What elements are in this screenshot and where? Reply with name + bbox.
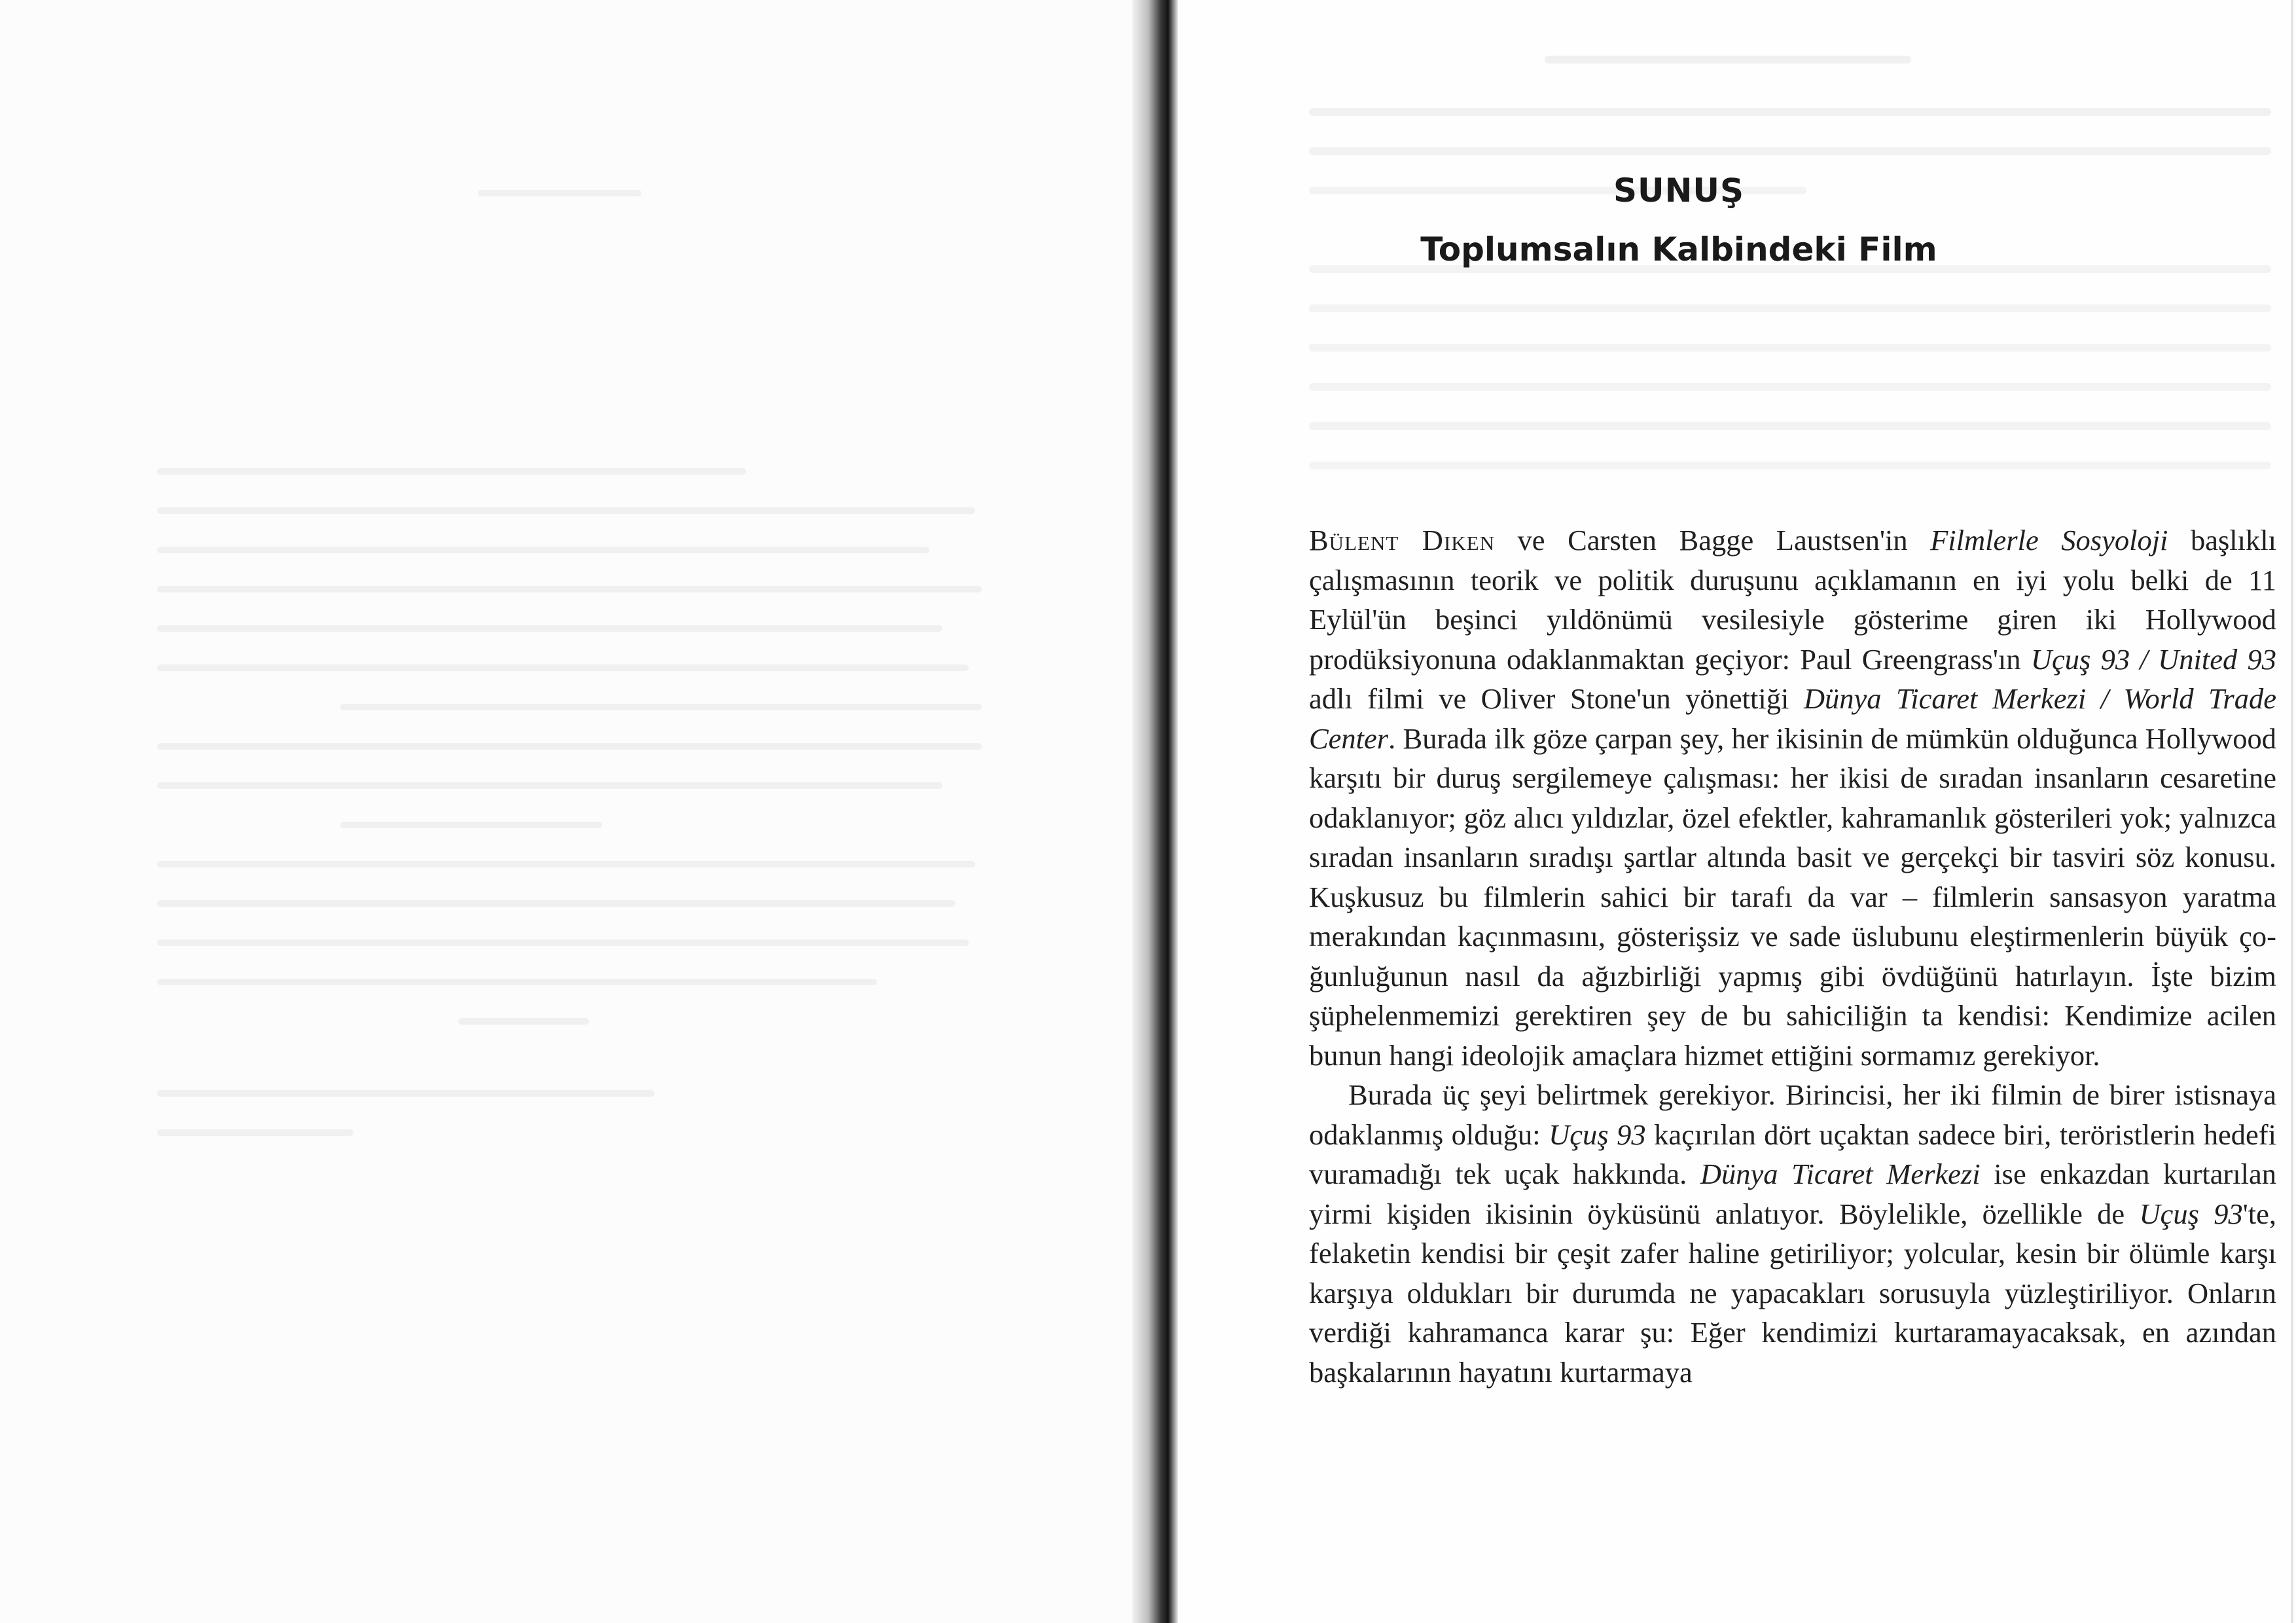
film-title: Uçuş 93 xyxy=(2139,1197,2243,1230)
show-through xyxy=(157,468,746,475)
text-run: ise enkazdan kurtarılan yirmi kişiden ikisinin öyküsünü anlatıyor. Böylelikle, özellikle de xyxy=(1309,1158,2276,1230)
show-through xyxy=(1309,383,2271,391)
text-run: başlıklı çalışmasının teorik ve politik duruşunu açıklamanın en iyi yolu belki de 11 Eylül'ün beşinci yıldönümü vesilesiyle gösterime giren iki Hollywood prodüksiyonuna odaklanmaktan geçiyor: Paul Greengrass'ın xyxy=(1309,524,2276,676)
show-through xyxy=(157,979,877,985)
show-through xyxy=(157,782,942,789)
show-through xyxy=(157,900,956,907)
book-gutter xyxy=(1132,0,1178,1623)
show-through xyxy=(1309,304,2271,312)
page-edge xyxy=(2291,0,2293,1623)
show-through xyxy=(157,586,982,593)
show-through xyxy=(157,939,969,946)
text-run: kaçırılan dört uçaktan sadece biri, teröristlerin hedefi vuramadığı tek uçak hakkında. xyxy=(1309,1118,2276,1190)
left-page-blank xyxy=(0,0,1132,1623)
text-run: . Burada ilk göze çarpan şey, her ikisinin de mümkün olduğunca Hollywood karşıtı bir duruş sergilemeye çalışması: her ikisi de sıradan insanların cesaretine odaklanıyor; göz alıcı yıldızlar, özel efektler, kahramanlık gösterileri yok; yalnızca sıradan insanların sıradışı şartlar altında basit ve gerçekçi bir tasviri söz konusu. Kuşkusuz bu filmlerin sahici bir tarafı da var – filmlerin sansasyon yaratma merakından kaçınmasını, gösterişsiz ve sade üslubunu eleştirmenlerin büyük çoğunluğunun nasıl da ağızbirliği yapmış gibi övdüğünü hatırlayın. İşte bizim şüphelenmemizi gerektiren şey de bu sahiciliğin ta kendisi: Kendimize acilen bunun hangi ideolojik amaçlara hizmet ettiğini sormamız gerekiyor. xyxy=(1309,721,2276,1072)
show-through xyxy=(478,190,641,196)
show-through xyxy=(157,1129,353,1136)
show-through xyxy=(458,1018,589,1025)
text-run: 'te, felaketin kendisi bir çeşit zafer haline getiriliyor; yolcular, kesin bir ölümle karşı karşıya oldukları bir durumda ne yapacakları sorusuyla yüzleştiriliyor. Onların verdiği kahramanca karar şu: Eğer kendimizi kurtaramayacaksak, en azından başkalarının hayatını kurtarmaya xyxy=(1309,1197,2276,1389)
show-through xyxy=(157,861,975,867)
show-through xyxy=(157,665,969,671)
right-page xyxy=(1178,0,2296,1623)
show-through xyxy=(1309,108,2271,116)
author-name: Bülent Diken xyxy=(1309,524,1495,556)
show-through xyxy=(1309,147,2271,155)
film-title: Uçuş 93 / United 93 xyxy=(2030,642,2276,676)
show-through xyxy=(157,507,975,514)
show-through xyxy=(340,822,602,828)
show-through xyxy=(1309,462,2271,469)
book-title: Filmlerle Sosyoloji xyxy=(1930,524,2168,556)
show-through xyxy=(1545,56,1911,64)
film-title: Dünya Ticaret Merkezi / World Trade Center xyxy=(1309,682,2276,755)
show-through xyxy=(157,625,942,632)
body-text xyxy=(1309,520,2276,1392)
show-through xyxy=(157,1090,655,1097)
chapter-title: Toplumsalın Kalbindeki Film xyxy=(1420,230,1937,268)
paragraph-2 xyxy=(1309,1075,2276,1392)
show-through xyxy=(157,547,929,553)
show-through xyxy=(1309,422,2271,430)
paragraph-1 xyxy=(1309,520,2276,1075)
show-through xyxy=(340,704,982,710)
text-run: ve Carsten Bagge Laustsen'in xyxy=(1494,524,1931,556)
text-run: Burada üç şeyi belirtmek gerekiyor. Birincisi, her iki filmin de birer istisnaya odaklanmış olduğu: xyxy=(1309,1078,2276,1151)
film-title: Dünya Ticaret Merkezi xyxy=(1700,1158,1981,1190)
film-title: Uçuş 93 xyxy=(1549,1118,1646,1151)
text-run: adlı filmi ve Oliver Stone'un yönettiği xyxy=(1309,682,1804,715)
show-through xyxy=(1309,344,2271,352)
show-through xyxy=(157,743,982,750)
section-label: SUNUŞ xyxy=(1613,172,1745,210)
